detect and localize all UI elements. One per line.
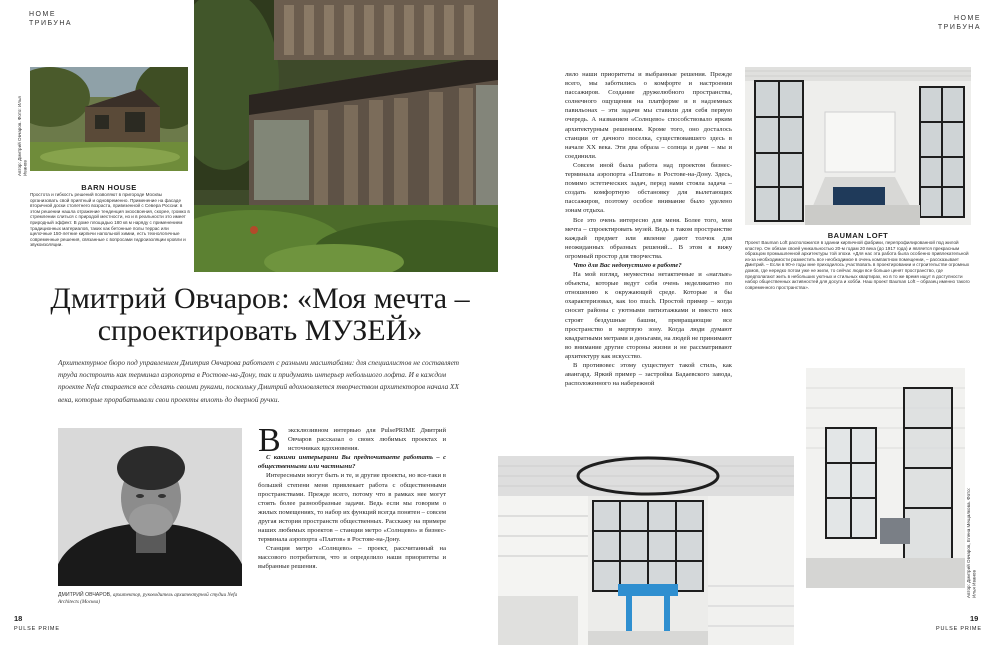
section-home: HOME [29,11,56,18]
interview-right-paragraph-1: лило наши приоритеты и выбранные решения. Прежде всего, мы заботились о комфорте и настроении пассажиров. Создание дружелюбного пространства, солнечного ощущения на платформе и в надземных павильонах – эти задачи мы ставили для себя первую очередь. А названием «Солнцево» способствовало ярким архитектурным решениям. Кроме того, оно досталось станции от дачного поселка, существовавшего здесь в начале XX века. Эти два образа – солнца и дачи – мы и соединили. [565,71,732,160]
article-lead: Архитектурное бюро под управлением Дмитрия Овчарова работает с разными масштабами: для специалистов не составляет труда построить как терминал аэропорта в Ростове-на-Дону, так и придумать интерьер небольшого лофта. И в каждом проекте Nefa старается все сделать своими руками, поскольку Дмитрий вдохновляется творчеством архитекторов начала XX века, которые прорабатывали свои проекты вплоть до дверной ручки. [58,358,460,404]
drop-cap: В [258,422,281,459]
page-number-left: 18 [14,614,23,623]
interview-right-paragraph-5: В противовес этому существует такой стиль, как авангард. Яркий пример – застройка Бадаевского завода, расположенного на набережной [565,362,732,388]
portrait-caption [58,592,242,606]
portrait-caption-name: ДМИТРИЙ ОВЧАРОВ, [58,592,112,598]
bauman-loft-title: BAUMAN LOFT [827,231,889,240]
barn-house-text: Простота и гибкость решений позволяют в пригороде Москвы организовать свой приятный и одновременно. Применение на фасаде вторичной доски столетнего возраста, привезенной с Севера России: в этом решении нашла отражение тенденция экоосвоения, скорее, громко в стремлении слиться с природой местности, но и в реальности это имеет природный эффект. В доме площадью 180 кв м наряду с применением традиционных материалов, таких как бетонные полы террас или щелочные 150-летние кирпичи напольной химии, есть технологичные современные решения, связанные с вопросами гидроизоляции кровли и звукоизоляции. [30,192,190,248]
bauman-loft-photo-1 [745,67,971,225]
interview-right-paragraph-3: Все это очень интересно для меня. Более того, моя мечта – спроектировать музей. Ведь в таком пространстве каждый предмет или явление дают толчок для неожиданных образных решений... В этом я вижу огромный простор для творчества. [565,216,732,260]
photo-credit-left: Автор: Дмитрий Овчаров. Фото: Илья Иванов [17,96,28,176]
article-headline: Дмитрий Овчаров: «Моя мечта – спроектировать МУЗЕЙ» [50,282,470,347]
interview-question-1: С какими интерьерами Вы предпочитаете работать – с общественными или частными? [258,454,446,471]
barn-house-title: BARN HOUSE [81,183,137,192]
interview-right-paragraph-4: На мой взгляд, неуместны нетактичные и «наглые» объекты, которые ведут себя очень неделикатно по отношению к окружающей среде. Которые я бы охарактеризовал, как too much. Простой пример – когда сносят районы с уютными пятиэтажками и вместо них строят бездушные башни, превращающие все пространство в мертвую зону. Когда люди думают квадратными метрами и деньгами, на людей не принимают во внимание другие стороны жизни и не рассматривают архитектуру как искусство. [565,271,732,360]
portrait-caption-role: архитектор, руководитель архитектурной студии Nefa Architects (Москва) [58,592,238,605]
page-number-right: 19 [970,614,979,623]
interview-column-right [565,70,732,436]
interview-paragraph-2: Станция метро «Солнцево» – проект, рассчитанный на массового потребителя, что и определило наши приоритеты и выбранные решения. [258,545,446,571]
bauman-loft-photo-2 [498,456,794,645]
section-label-right [935,14,981,32]
bauman-loft-photo-3 [806,368,965,588]
bauman-loft-text: Проект Bauman Loft расположился в здании кирпичной фабрики, перепрофилированной под жилой кластер. Он обязан своей уникальностью 20-м годам 20 века (до 1917 года) и является прекрасным образцом промышленной архитектуры той эпохи. «Для нас эта работа была особенно привлекательной из-за необходимости разместить все необходимое в очень компактном помещении, – рассказывает Дмитрий. – Если в 90-е годы мне приходилось участвовать в проектировании и строительстве огромных домов, где нередко потом уже не жили, то сейчас люди все больше ценят пространство, где предполагают жить в небольших уютных и стильных квартирах, но в то же время ищут в доступности набор общественных активностей для досуга и хобби. Наш проект Bauman Loft – образец именно такого современного пространства». [745,240,970,290]
section-tribuna: ТРИБУНА [29,20,73,27]
barn-house-large-photo [194,0,498,272]
section-tribuna-right: ТРИБУНА [937,24,981,31]
section-home-right: HOME [954,15,981,22]
photo-credit-right: Автор: Дмитрий Овчаров, Елена Мещалкова. Фото: Илья Иванов [966,488,977,598]
interview-question-2: Что для Вас недопустимо в работе? [573,261,682,269]
interview-right-paragraph-2: Совсем иной была работа над проектом бизнес-терминала аэропорта «Платов» в Ростове-на-Дону. Здесь, помимо эстетических задач, перед нами стояла задача – создать комфортную обстановку для вылетающих пассажиров, поэтому особое внимание было уделено зонам отдыха. [565,161,732,215]
section-label-left [29,10,72,28]
interview-column-left [258,422,446,624]
footer-left: PULSE PRIME [14,626,60,632]
interview-paragraph-1: Интересными могут быть и те, и другие проекты, но все-таки в большей степени меня привлекает работа с общественными пространствами. Прежде всего, потому что в рамках нее могут стоять более разнообразные задачи. Ведь если мы говорим о жилых помещениях, то набор их функций всегда понятен – совсем другая история пространств общественных. Расскажу на примере наших любимых проектов – станции метро «Солнцево» и бизнес-терминала аэропорта «Платов» в Ростове-на-Дону. [258,472,446,544]
barn-house-small-photo [30,67,188,171]
interview-intro: эксклюзивном интервью для PulsePRIME Дмитрий Овчаров рассказал о своих любимых проектах и источниках вдохновения. [288,427,446,453]
footer-right: PULSE PRIME [936,626,982,632]
portrait-photo [58,428,242,586]
